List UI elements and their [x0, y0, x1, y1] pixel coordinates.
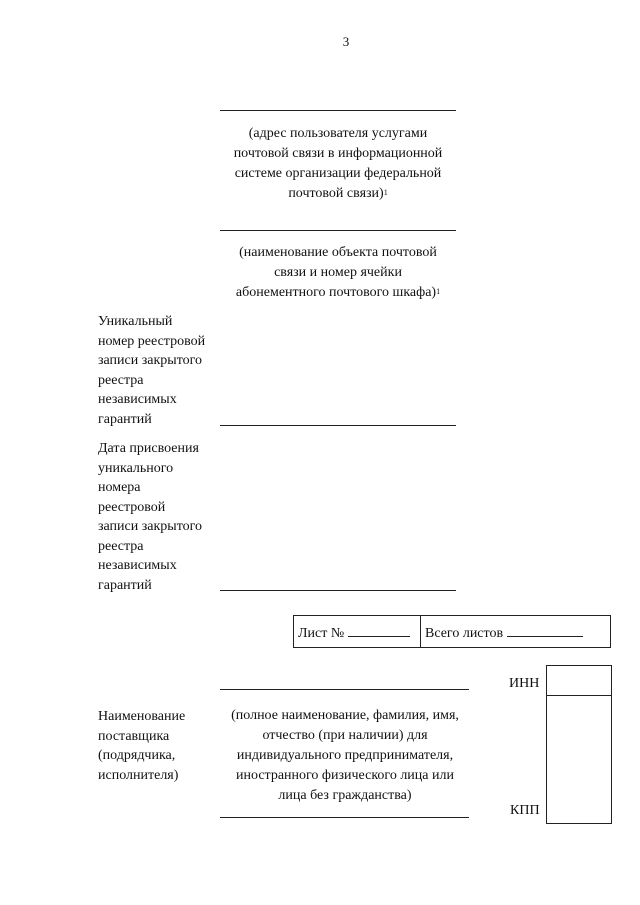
registry-number-label-line: записи закрытого: [98, 353, 203, 368]
supplier-caption-line: индивидуального предпринимателя,: [236, 748, 454, 763]
footnote-marker: 1: [383, 188, 388, 197]
registry-number-label-line: Уникальный: [98, 314, 173, 329]
page-number: 3: [342, 34, 350, 49]
registry-date-label: [98, 439, 202, 595]
kpp-label: КПП: [510, 803, 540, 818]
codes-box: [546, 665, 612, 824]
supplier-bottom-underline[interactable]: [220, 817, 469, 818]
registry-date-label-line: реестра: [98, 538, 144, 554]
address-caption-line: почтовой связи в информационной: [233, 146, 443, 161]
sheet-info-box: [293, 615, 611, 648]
supplier-caption-line: (полное наименование, фамилия, имя,: [231, 708, 459, 723]
inn-label: ИНН: [509, 676, 540, 691]
postal-object-caption-line: связи и номер ячейки: [274, 265, 402, 280]
registry-date-label-line: гарантий: [98, 577, 152, 593]
address-caption-line: почтовой связи)$^1$: [288, 186, 388, 201]
postal-object-caption-line: абонементного почтового шкафа)$^1$: [235, 285, 441, 300]
registry-number-label-line: независимых: [98, 392, 177, 407]
address-caption-line: (адрес пользователя услугами: [248, 126, 428, 141]
registry-date-label-line: записи закрытого: [98, 519, 203, 534]
supplier-caption-line: отчество (при наличии) для: [262, 728, 428, 743]
registry-date-label-line: реестровой: [98, 499, 166, 515]
address-caption: [210, 124, 466, 204]
inn-field[interactable]: [547, 666, 611, 695]
registry-date-label-line: Дата присвоения: [98, 441, 199, 456]
total-sheets-cell: [425, 624, 583, 642]
postal-object-caption: [210, 243, 466, 303]
registry-number-label: [98, 312, 205, 429]
postal-object-caption-line: (наименование объекта почтовой: [239, 245, 437, 260]
supplier-label-line: Наименование: [98, 709, 186, 724]
supplier-caption-line: иностранного физического лица или: [236, 768, 454, 783]
registry-number-label-line: номер реестровой: [98, 333, 206, 349]
registry-number-label-line: гарантий: [98, 411, 152, 427]
registry-date-field[interactable]: [220, 590, 456, 591]
footnote-marker: 1: [436, 287, 441, 296]
sheet-number-cell: [298, 624, 410, 642]
supplier-top-underline[interactable]: [220, 689, 469, 690]
registry-date-label-line: независимых: [98, 558, 177, 573]
supplier-caption: [214, 706, 476, 806]
total-sheets-field[interactable]: [507, 624, 583, 637]
address-underline: [220, 110, 456, 111]
registry-date-label-line: номера: [98, 480, 141, 495]
sheet-box-divider: [420, 616, 421, 647]
supplier-label-line: исполнителя): [98, 767, 179, 783]
registry-date-label-line: уникального: [98, 460, 174, 476]
postal-object-underline: [220, 230, 456, 231]
registry-number-label-line: реестра: [98, 372, 144, 388]
kpp-field[interactable]: [547, 696, 611, 823]
address-caption-line: системе организации федеральной: [234, 166, 442, 181]
sheet-number-label: Лист №: [298, 626, 345, 641]
supplier-caption-line: лица без гражданства): [278, 788, 412, 803]
sheet-number-field[interactable]: [348, 624, 410, 637]
total-sheets-label: Всего листов: [425, 626, 504, 641]
supplier-label-line: поставщика: [98, 728, 170, 744]
registry-number-field[interactable]: [220, 425, 456, 426]
supplier-label-line: (подрядчика,: [98, 748, 176, 763]
supplier-label: [98, 707, 185, 785]
